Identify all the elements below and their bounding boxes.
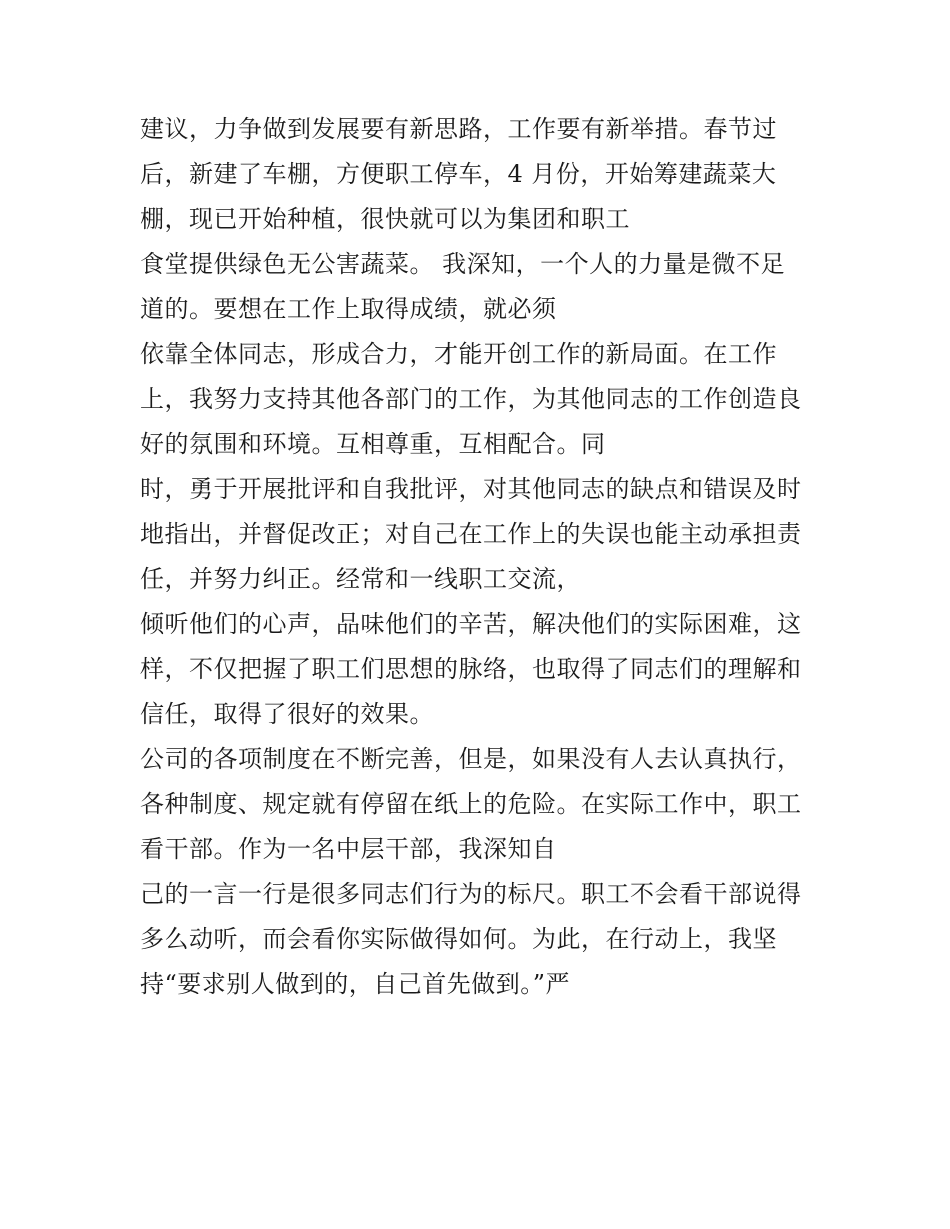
text-line: 道的。要想在工作上取得成绩，就必须 [140,295,557,323]
text-line: 好的氛围和环境。互相尊重，互相配合。同 [140,430,606,458]
text-line: 食堂提供绿色无公害蔬菜。 我深知，一个人的力量是微不足 [140,250,786,278]
text-line: 倾听他们的心声，品味他们的辛苦，解决他们的实际困难，这 [140,610,802,638]
text-line: 后，新建了车棚，方便职工停车，4 月份，开始筹建蔬菜大 [140,160,777,188]
text-line: 信任，取得了很好的效果。 [140,700,434,728]
text-line: 任，并努力纠正。经常和一线职工交流， [140,565,581,593]
text-line: 各种制度、规定就有停留在纸上的危险。在实际工作中，职工 [140,790,802,818]
text-line: 时，勇于开展批评和自我批评，对其他同志的缺点和错误及时 [140,475,802,503]
text-line: 多么动听，而会看你实际做得如何。为此，在行动上，我坚 [140,925,777,953]
text-line: 公司的各项制度在不断完善，但是，如果没有人去认真执行， [140,745,802,773]
text-line: 棚，现已开始种植，很快就可以为集团和职工 [140,205,630,233]
text-line: 样，不仅把握了职工们思想的脉络，也取得了同志们的理解和 [140,655,802,683]
document-body [140,107,830,1007]
text-line: 依靠全体同志，形成合力，才能开创工作的新局面。在工作 [140,340,777,368]
text-line: 建议，力争做到发展要有新思路，工作要有新举措。春节过 [140,115,777,143]
text-line: 看干部。作为一名中层干部，我深知自 [140,835,557,863]
text-line: 持“要求别人做到的，自己首先做到。”严 [140,970,571,998]
text-line: 地指出，并督促改正；对自己在工作上的失误也能主动承担责 [140,520,802,548]
text-line: 上，我努力支持其他各部门的工作，为其他同志的工作创造良 [140,385,802,413]
text-line: 己的一言一行是很多同志们行为的标尺。职工不会看干部说得 [140,880,802,908]
